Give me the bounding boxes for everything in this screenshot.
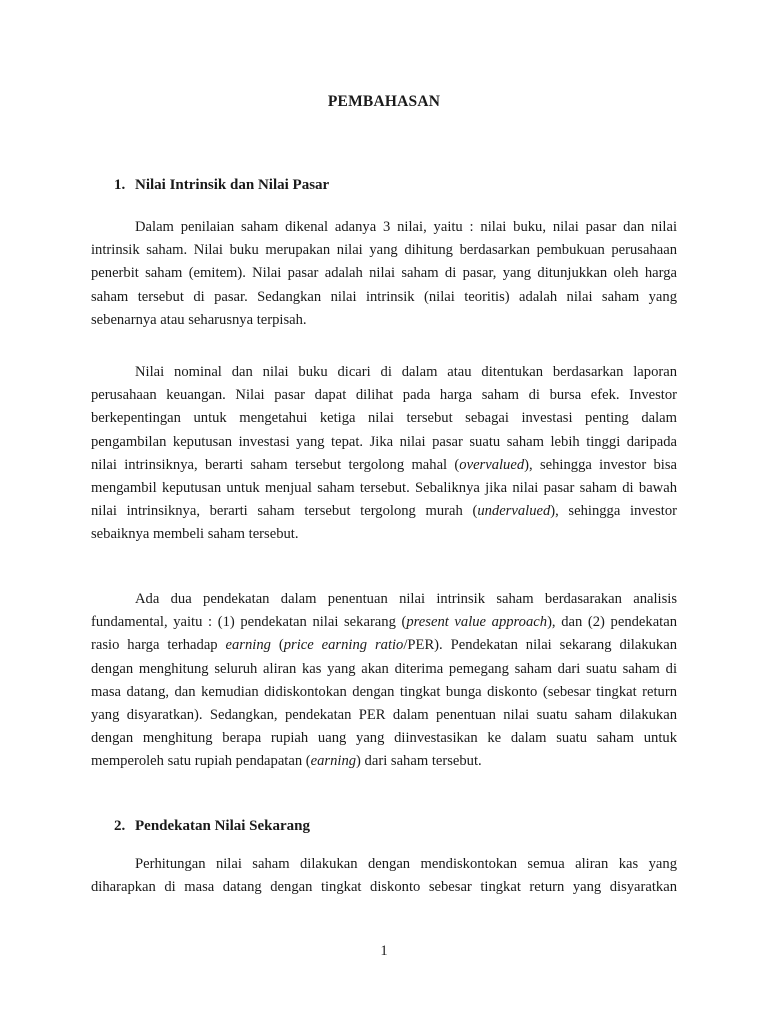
text-run: ( [270,637,284,654]
section-number: 2. [114,818,126,834]
paragraph-line: pengambilan keputusan investasi yang tepat. Jika nilai pasar suatu saham lebih tinggi daripada [91,433,677,450]
text-run: fundamental, yaitu : (1) pendekatan nilai sekarang ( [91,614,407,631]
paragraph-line: intrinsik saham. Nilai buku merupakan nilai yang dihitung berdasarkan pembukuan perusahaan [91,242,677,259]
paragraph-line [91,634,677,657]
paragraph-line: perusahaan keuangan. Nilai pasar dapat dilihat pada harga saham di bursa efek. Investor [91,387,677,404]
paragraph-line: dengan menghitung seluruh aliran kas yang akan diterima pemegang saham dari suatu saham di [91,660,677,677]
paragraph-line: saham tersebut di pasar. Sedangkan nilai intrinsik (nilai teoritis) adalah nilai saham yang [91,288,677,305]
italic-term: price earning ratio [283,637,404,654]
section-title: Pendekatan Nilai Sekarang [135,818,311,834]
section-number: 1. [114,177,126,193]
page-number: 1 [380,943,388,959]
paragraph-line: diharapkan di masa datang dengan tingkat diskonto sebesar tingkat return yang disyaratkan [91,879,677,896]
paragraph-line: Ada dua pendekatan dalam penentuan nilai intrinsik saham berdasarakan analisis [135,591,677,607]
paragraph [91,588,677,774]
text-run: nilai intrinsiknya, berarti saham tersebut tergolong mahal ( [91,456,460,473]
paragraph-line [91,611,677,634]
paragraph-line: sebenarnya atau seharusnya terpisah. [91,311,307,328]
paragraph-line [91,454,677,477]
text-run: rasio harga terhadap [91,637,226,654]
paragraph-line: Dalam penilaian saham dikenal adanya 3 nilai, yaitu : nilai buku, nilai pasar dan nilai [135,219,677,235]
page-title: PEMBAHASAN [327,93,441,110]
paragraph-line: Nilai nominal dan nilai buku dicari di dalam atau ditentukan berdasarkan laporan [135,364,677,380]
text-run: nilai intrinsiknya, berarti saham tersebut tergolong murah ( [91,503,478,520]
paragraph-line: berkepentingan untuk mengetahui ketiga nilai tersebut sebagai investasi penting dalam [91,410,677,427]
paragraph [91,216,677,332]
section-title: Nilai Intrinsik dan Nilai Pasar [135,177,330,193]
text-run: ) dari saham tersebut. [356,753,482,770]
text-run: memperoleh satu rupiah pendapatan ( [91,753,311,770]
paragraph-line: mengambil keputusan untuk menjual saham tersebut. Sebaliknya jika nilai pasar saham di bawah [91,479,677,496]
paragraph-line: yang disyaratkan). Sedangkan, pendekatan PER dalam penentuan nilai suatu saham dilakukan [91,706,677,723]
paragraph [91,361,677,547]
text-run: /PER). Pendekatan nilai sekarang dilakukan [403,637,677,654]
paragraph-line: penerbit saham (emitem). Nilai pasar adalah nilai saham di pasar, yang ditunjukkan oleh harga [91,265,677,282]
italic-term: undervalued [477,503,551,520]
paragraph-line: Perhitungan nilai saham dilakukan dengan mendiskontokan semua aliran kas yang [135,856,677,872]
italic-term: overvalued [459,456,525,473]
paragraph-line [91,750,677,773]
italic-term: earning [310,753,357,770]
section-heading-1 [114,177,329,194]
text-run: ), sehingga investor bisa [524,456,678,473]
section-heading-2 [114,818,310,835]
paragraph-line: masa datang, dan kemudian didiskontokan dengan tingkat bunga diskonto (sebesar tingkat return [91,683,677,700]
italic-term: present value approach [406,614,548,631]
paragraph-line [91,500,677,523]
italic-term: earning [225,637,271,654]
paragraph-line: dengan menghitung berapa rupiah uang yang diinvestasikan ke dalam suatu saham untuk [91,730,677,747]
paragraph-line: sebaiknya membeli saham tersebut. [91,526,299,543]
text-run: ), dan (2) pendekatan [547,614,677,631]
paragraph [91,853,677,899]
text-run: ), sehingga investor [550,503,677,520]
